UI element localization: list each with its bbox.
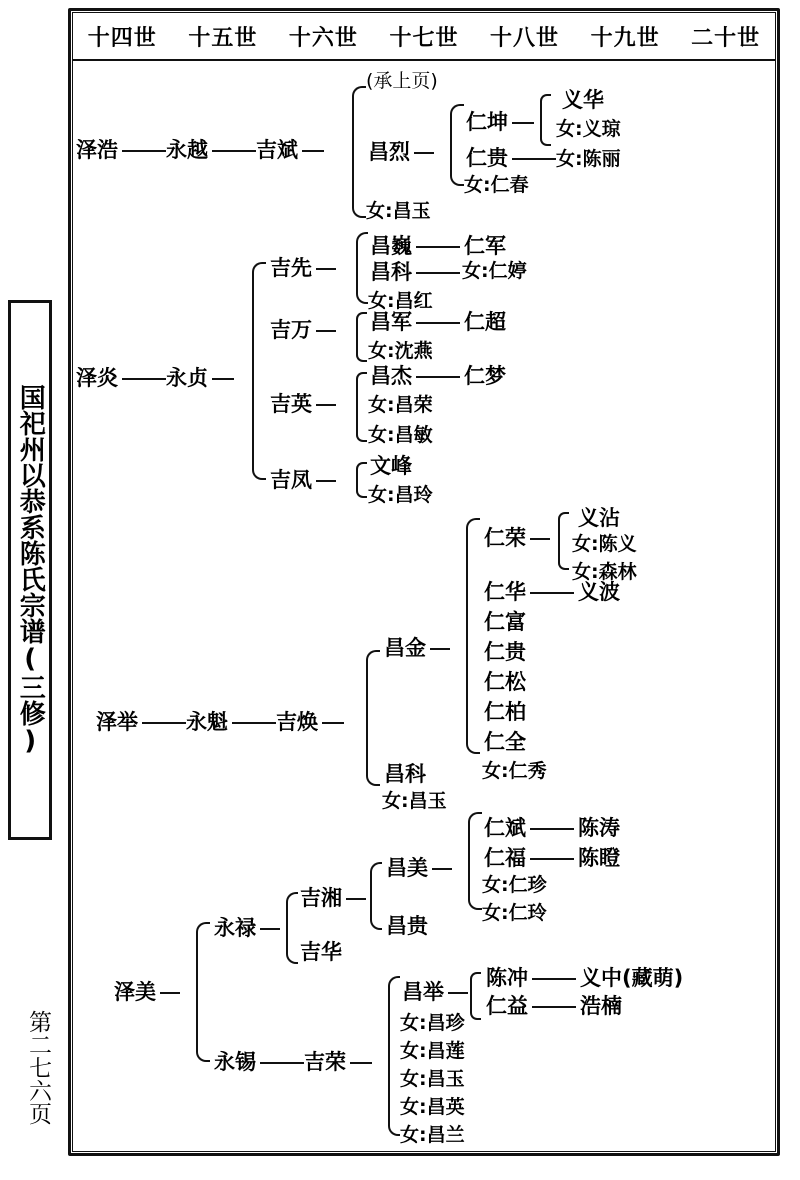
node-rensong: 仁松 [484,670,526,694]
generation-header-row [72,13,776,61]
connector [512,122,534,124]
node-yongxi: 永锡 [214,1050,256,1074]
node-rengui: 仁贵 [466,146,508,170]
node-renling: 女:仁玲 [482,902,547,924]
node-yizhan: 义沾 [578,506,620,530]
node-yongkui: 永魁 [186,710,228,734]
node-yongyue: 永越 [166,138,208,162]
node-renquan: 仁全 [484,730,526,754]
node-renbai: 仁柏 [484,700,526,724]
connector [212,378,234,380]
brace-jixiang-children [370,862,382,930]
connector [416,272,460,274]
connector [530,538,550,540]
node-jihua: 吉华 [300,940,342,964]
node-renchun: 女:仁春 [464,174,529,196]
node-changwei: 昌巍 [370,234,412,258]
brace-zemei-children [196,922,210,1062]
node-renxiu: 女:仁秀 [482,760,547,782]
brace-jibin-children [352,86,366,218]
node-renzhen: 女:仁珍 [482,874,547,896]
node-zehao: 泽浩 [76,138,118,162]
connector [302,150,324,152]
brace-jixian-children [356,232,368,304]
connector [530,828,574,830]
node-yiqiong: 女:义琼 [556,118,621,140]
brace-yonglu-children [286,892,298,964]
connector [316,268,336,270]
connector [122,150,166,152]
node-changmei: 昌美 [386,856,428,880]
node-chentao: 陈涛 [578,816,620,840]
node-renbin: 仁斌 [484,816,526,840]
connector [416,376,460,378]
node-yizhong: 义中(藏萌) [580,966,684,990]
brace-changlie-children [450,104,464,186]
node-yihua: 义华 [562,88,604,112]
node-changlie: 昌烈 [368,140,410,164]
node-jihuan: 吉焕 [276,710,318,734]
connector [430,648,450,650]
node-renyi: 仁益 [486,994,528,1018]
connector [316,480,336,482]
node-changyu-b4: 女:昌玉 [400,1068,465,1090]
brace-jifeng-children [356,462,367,498]
node-changke-b3: 昌科 [384,762,426,786]
node-yibo: 义波 [578,580,620,604]
generation-label: 十六世 [288,25,358,51]
node-jiying: 吉英 [270,392,312,416]
brace-jiwan-children [356,312,367,362]
brace-changmei-children [468,812,482,910]
node-renchao: 仁超 [464,310,506,334]
node-changjin: 昌金 [384,636,426,660]
connector [432,868,452,870]
node-renfu: 仁富 [484,610,526,634]
page-number: 第二七六页 [25,1010,51,1125]
connector [212,150,256,152]
connector [142,722,186,724]
brace-renkun-children [540,94,551,146]
continued-note: (承上页) [366,70,438,92]
node-changgui: 昌贵 [386,914,428,938]
node-jirong: 吉荣 [304,1050,346,1074]
node-renmeng: 仁梦 [464,364,506,388]
node-senlin: 女:森林 [572,561,637,583]
node-changjie: 昌杰 [370,364,412,388]
brace-yongzhen-children [252,262,266,480]
generation-label: 十七世 [389,25,459,51]
node-renkun: 仁坤 [466,110,508,134]
node-jixian: 吉先 [270,256,312,280]
node-zeyan: 泽炎 [76,366,118,390]
connector [530,858,574,860]
node-changying: 女:昌英 [400,1096,465,1118]
connector [122,378,166,380]
generation-label: 十四世 [87,25,157,51]
generation-label: 二十世 [691,25,761,51]
connector [260,1062,304,1064]
node-changyu-b3: 女:昌玉 [382,790,447,812]
node-jiwan: 吉万 [270,318,312,342]
brace-jiying-children [356,372,367,442]
generation-label: 十五世 [188,25,258,51]
brace-jihuan-children [366,650,380,786]
node-renrong: 仁荣 [484,526,526,550]
book-title-block [8,300,52,840]
node-changlie-sister: 女:昌玉 [366,200,431,222]
node-yonglu: 永禄 [214,916,256,940]
node-changhong: 女:昌红 [368,290,433,312]
node-changrong: 女:昌荣 [368,394,433,416]
generation-label: 十八世 [490,25,560,51]
node-jixiang: 吉湘 [300,886,342,910]
node-changju: 昌举 [402,980,444,1004]
connector [322,722,344,724]
connector [316,330,336,332]
node-jifeng: 吉凤 [270,468,312,492]
node-chenchong: 陈冲 [486,966,528,990]
node-rengui-b3: 仁贵 [484,640,526,664]
connector [316,404,336,406]
connector [416,246,460,248]
node-chenyi: 女:陈义 [572,533,637,555]
node-renhua: 仁华 [484,580,526,604]
connector [448,992,468,994]
node-changlan: 女:昌兰 [400,1124,465,1146]
connector [512,158,556,160]
connector [350,1062,372,1064]
node-renfu-b4: 仁福 [484,846,526,870]
node-chendeng: 陈瞪 [578,846,620,870]
node-jibin: 吉斌 [256,138,298,162]
brace-changjin-children [466,518,480,754]
connector [416,322,460,324]
node-changzhen: 女:昌珍 [400,1012,465,1034]
generation-label: 十九世 [590,25,660,51]
node-changlian: 女:昌莲 [400,1040,465,1062]
connector [530,592,574,594]
node-zeju: 泽举 [96,710,138,734]
connector [532,1006,576,1008]
connector [160,992,180,994]
book-title-text: 国祀州以恭系陈氏宗谱(三修) [15,384,46,756]
node-chenli: 女:陈丽 [556,148,621,170]
node-wenfeng: 文峰 [370,454,412,478]
brace-changju-children [470,972,481,1020]
connector [260,928,280,930]
brace-jirong-children [388,976,400,1136]
node-changmin: 女:昌敏 [368,424,433,446]
connector [232,722,276,724]
node-changjun: 昌军 [370,310,412,334]
brace-renrong-children [558,512,569,570]
connector [532,978,576,980]
node-changling: 女:昌玲 [368,484,433,506]
node-renting: 女:仁婷 [462,260,527,282]
node-renjun: 仁军 [464,234,506,258]
node-changke-b2: 昌科 [370,260,412,284]
node-haonan: 浩楠 [580,994,622,1018]
node-zemei: 泽美 [114,980,156,1004]
node-yongzhen: 永贞 [166,366,208,390]
connector [414,152,434,154]
connector [346,898,366,900]
node-shenyan: 女:沈燕 [368,340,433,362]
